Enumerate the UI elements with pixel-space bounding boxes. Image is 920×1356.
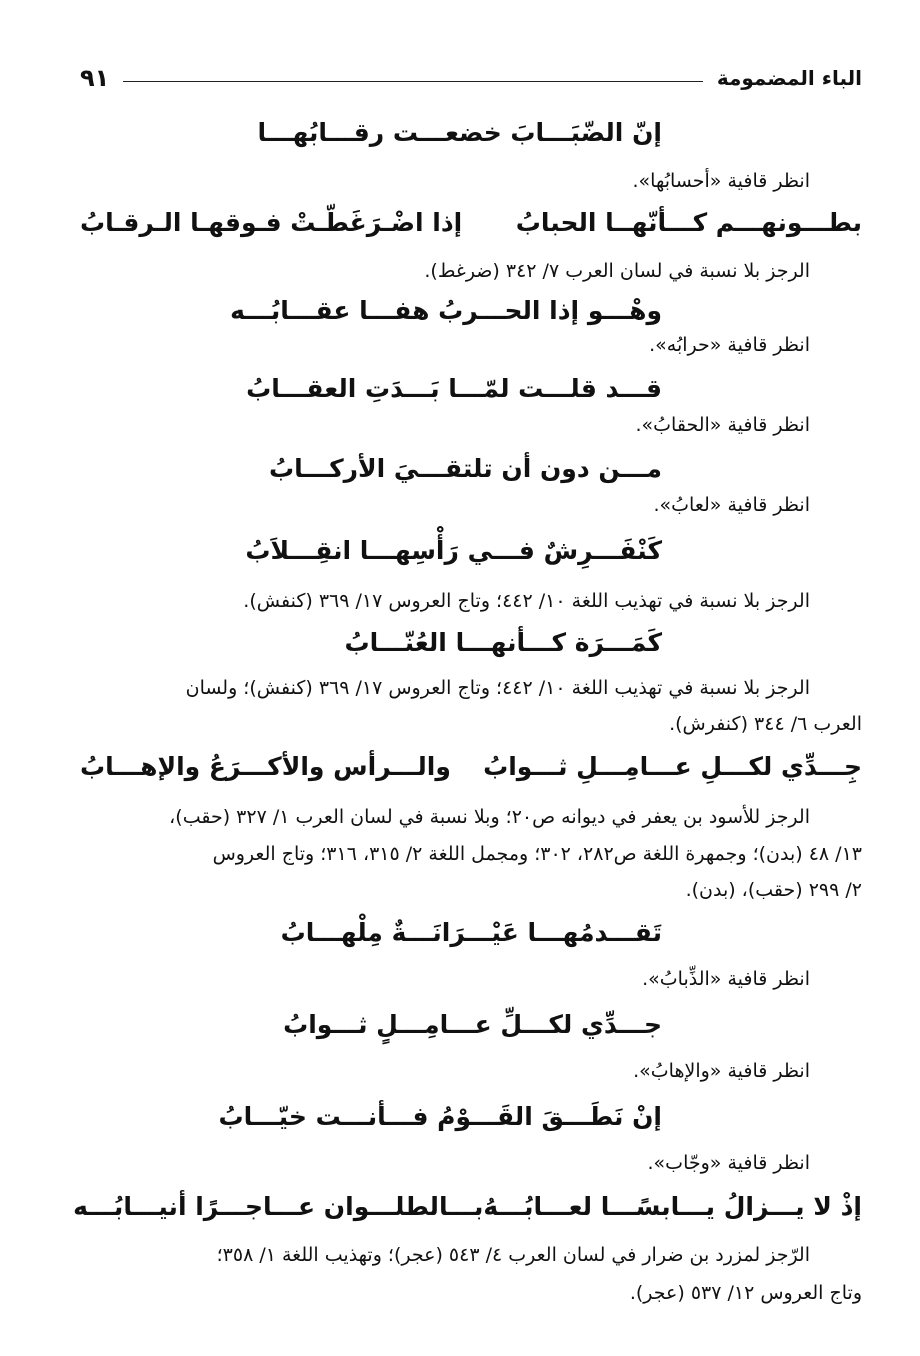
note-2: الرجز بلا نسبة في لسان العرب ٧/ ٣٤٢ (ضرغط). bbox=[424, 260, 810, 282]
note-5: انظر قافية «لعابُ». bbox=[653, 494, 810, 516]
verse-12 bbox=[73, 1192, 862, 1221]
verse-5: مـــن دون أن تلتقـــيَ الأركـــابُ bbox=[268, 454, 662, 483]
page-number: ٩١ bbox=[80, 64, 110, 92]
verse-10: جـــدِّي لكـــلِّ عـــامِـــلٍ ثـــوابُ bbox=[283, 1010, 662, 1039]
note-6: الرجز بلا نسبة في تهذيب اللغة ١٠/ ٤٤٢؛ وتاج العروس ١٧/ ٣٦٩ (كنفش). bbox=[243, 590, 810, 612]
page-header bbox=[80, 60, 862, 96]
verse-3: وهْـــو إذا الحـــربُ هفـــا عقـــابُـــه bbox=[230, 296, 662, 325]
note-3: انظر قافية «حرابُه». bbox=[649, 334, 810, 356]
note-1: انظر قافية «أحسابُها». bbox=[632, 170, 810, 192]
verse-8-second-hemistich: والـــرأس والأكـــرَعُ والإهـــابُ bbox=[80, 752, 451, 781]
verse-7: كَمَـــرَة كـــأنهـــا العُنّـــابُ bbox=[344, 628, 662, 657]
chapter-title: الباء المضمومة bbox=[716, 66, 862, 90]
note-4: انظر قافية «الحقابُ». bbox=[635, 414, 810, 436]
note-7-line-1: الرجز بلا نسبة في تهذيب اللغة ١٠/ ٤٤٢؛ وتاج العروس ١٧/ ٣٦٩ (كنفش)؛ ولسان bbox=[185, 677, 810, 699]
verse-12-first-hemistich: إذْ لا يـــزالُ يـــابسًـــا لعـــابُـــهُ bbox=[483, 1192, 862, 1221]
note-9: انظر قافية «الذِّبابُ». bbox=[642, 968, 810, 990]
verse-12-second-hemistich: بـــالطلـــوان عـــاجـــرًا أنيـــابُـــه bbox=[73, 1192, 484, 1221]
verse-6: كَنْفَـــرِشٌ فـــي رَأْسِهـــا انقِـــلاَبُ bbox=[245, 536, 662, 565]
note-11: انظر قافية «وجّاب». bbox=[647, 1152, 810, 1174]
verse-4: قـــد قلـــت لمّـــا بَـــدَتِ العقـــابُ bbox=[246, 374, 662, 403]
note-8-line-3: ٢/ ٢٩٩ (حقب)، (بدن). bbox=[685, 879, 862, 901]
note-10: انظر قافية «والإهابُ». bbox=[633, 1060, 810, 1082]
verse-11: إنْ نَطَـــقَ القَـــوْمُ فـــأنـــت خيّـــابُ bbox=[218, 1102, 662, 1131]
note-8-line-1: الرجز للأسود بن يعفر في ديوانه ص٢٠؛ وبلا نسبة في لسان العرب ١/ ٣٢٧ (حقب)، bbox=[169, 806, 810, 828]
verse-1: إنّ الضّبَـــابَ خضعـــت رقـــابُهـــا bbox=[257, 118, 662, 147]
verse-2 bbox=[80, 208, 862, 237]
verse-8-first-hemistich: جِـــدِّي لكـــلِ عـــامِـــلِ ثـــوابُ bbox=[483, 752, 862, 781]
note-7-line-2: العرب ٦/ ٣٤٤ (كنفرش). bbox=[669, 713, 862, 735]
header-rule bbox=[123, 81, 703, 82]
verse-2-first-hemistich: بطـــونهـــم كـــأنّهــا الحبابُ bbox=[515, 208, 862, 237]
note-8-line-2: ١٣/ ٤٨ (بدن)؛ وجمهرة اللغة ص٢٨٢، ٣٠٢؛ ومجمل اللغة ٢/ ٣١٥، ٣١٦؛ وتاج العروس bbox=[212, 843, 862, 865]
note-12-line-1: الرّجز لمزرد بن ضرار في لسان العرب ٤/ ٥٤٣ (عجر)؛ وتهذيب اللغة ١/ ٣٥٨؛ bbox=[216, 1244, 810, 1266]
verse-9: تَقـــدمُهـــا عَيْـــرَانَـــةٌ مِلْهـــابُ bbox=[280, 918, 662, 947]
verse-2-second-hemistich: إذا اضْـرَغَطّـتْ فـوقهـا الـرقـابُ bbox=[80, 208, 463, 237]
note-12-line-2: وتاج العروس ١٢/ ٥٣٧ (عجر). bbox=[629, 1282, 862, 1304]
verse-8 bbox=[80, 752, 862, 781]
